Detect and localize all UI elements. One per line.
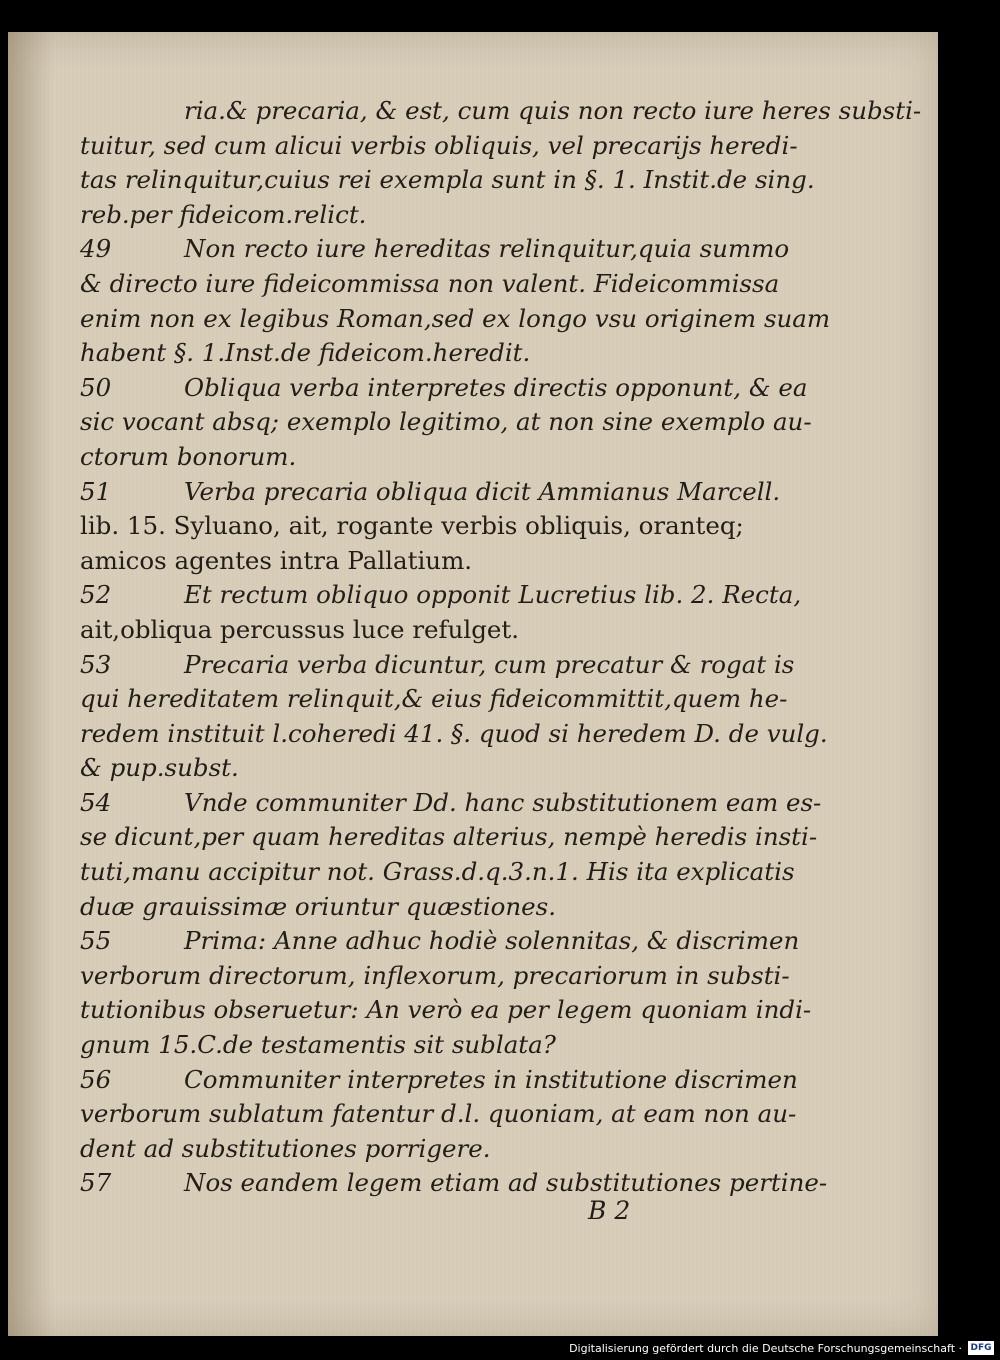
- paragraph-number: 50: [80, 372, 112, 402]
- text-line-9: [80, 371, 808, 406]
- line-text: & directo iure fideicommissa non valent. Fideicommissa: [80, 268, 780, 298]
- page-gutter-shadow: [8, 32, 54, 1336]
- line-text: Nos eandem legem etiam ad substitutiones pertine-: [184, 1168, 828, 1198]
- paragraph-number: 53: [80, 649, 112, 679]
- text-line-20: [80, 751, 740, 786]
- line-text: tutionibus obseruetur: An verò ea per legem quoniam indi-: [80, 995, 812, 1025]
- line-text: se dicunt,per quam hereditas alterius, nempè heredis insti-: [80, 822, 818, 852]
- text-line-14: [80, 544, 740, 579]
- paragraph-number: 51: [80, 476, 112, 506]
- line-text: dent ad substitutiones porrigere.: [80, 1133, 491, 1163]
- text-line-12: [80, 475, 781, 510]
- line-text: Communiter interpretes in institutione discrimen: [184, 1064, 798, 1094]
- line-text: tuti,manu accipitur not. Grass.d.q.3.n.1. His ita explicatis: [80, 857, 795, 887]
- line-text: enim non ex legibus Roman,sed ex longo vsu originem suam: [80, 303, 831, 333]
- line-text: Et rectum obliquo opponit Lucretius lib. 2. Recta,: [184, 580, 802, 610]
- text-line-29: [80, 1063, 798, 1098]
- text-line-23: [80, 855, 795, 890]
- text-line-21: [80, 786, 822, 821]
- text-line-13: [80, 509, 744, 544]
- text-line-15: [80, 578, 802, 613]
- text-line-4: [80, 198, 740, 233]
- line-text: habent §. 1.Inst.de fideicom.heredit.: [80, 338, 531, 368]
- line-text: Vnde communiter Dd. hanc substitutionem eam es-: [184, 787, 822, 817]
- line-text: Obliqua verba interpretes directis opponunt, & ea: [184, 372, 808, 402]
- paragraph-number: 57: [80, 1168, 112, 1198]
- line-text: ctorum bonorum.: [80, 441, 297, 471]
- line-text: tas relinquitur,cuius rei exempla sunt in §. 1. Instit.de sing.: [80, 165, 815, 195]
- line-text: Verba precaria obliqua dicit Ammianus Marcell.: [184, 476, 781, 506]
- text-line-30: [80, 1097, 797, 1132]
- text-line-18: [80, 682, 788, 717]
- text-line-3: [80, 163, 815, 198]
- line-text: redem instituit l.coheredi 41. §. quod si heredem D. de vulg.: [80, 718, 828, 748]
- text-line-11: [80, 440, 740, 475]
- line-text: duæ grauissimæ oriuntur quæstiones.: [80, 891, 557, 921]
- paragraph-number: 52: [80, 580, 112, 610]
- text-line-16: [80, 613, 740, 648]
- line-text: sic vocant absq; exemplo legitimo, at non sine exemplo au-: [80, 407, 812, 437]
- text-line-27: [80, 993, 812, 1028]
- digitization-footer: [569, 1338, 994, 1358]
- text-line-19: [80, 717, 828, 752]
- line-text: ait,obliqua percussus luce refulget.: [80, 614, 520, 644]
- line-text: tuitur, sed cum alicui verbis obliquis, vel precarijs heredi-: [80, 130, 798, 160]
- line-text: & pup.subst.: [80, 753, 239, 783]
- line-text: amicos agentes intra Pallatium.: [80, 545, 473, 575]
- text-line-24: [80, 890, 740, 925]
- paragraph-number: 49: [80, 234, 112, 264]
- book-page: [8, 32, 938, 1336]
- text-line-17: [80, 648, 795, 683]
- line-text: Non recto iure hereditas relinquitur,quia summo: [184, 234, 790, 264]
- text-line-1: [80, 94, 922, 129]
- text-line-32: [80, 1166, 828, 1201]
- line-text: Precaria verba dicuntur, cum precatur & rogat is: [184, 649, 795, 679]
- text-line-8: [80, 336, 740, 371]
- line-text: qui hereditatem relinquit,& eius fideicommittit,quem he-: [80, 684, 788, 714]
- line-text: Prima: Anne adhuc hodiè solennitas, & discrimen: [184, 926, 800, 956]
- funding-notice: Digitalisierung gefördert durch die Deutsche Forschungsgemeinschaft ·: [569, 1341, 962, 1355]
- signature-mark: B 2: [588, 1196, 631, 1225]
- text-line-5: [80, 232, 790, 267]
- text-line-25: [80, 924, 800, 959]
- line-text: verborum directorum, inflexorum, precariorum in substi-: [80, 960, 790, 990]
- line-text: reb.per fideicom.relict.: [80, 199, 367, 229]
- paragraph-number: 56: [80, 1064, 112, 1094]
- line-text: gnum 15.C.de testamentis sit sublata?: [80, 1030, 556, 1060]
- line-text: ria.& precaria, & est, cum quis non recto iure heres substi-: [184, 96, 922, 125]
- text-line-22: [80, 820, 818, 855]
- text-line-7: [80, 302, 831, 337]
- page-text-block: [80, 94, 922, 1201]
- line-text: verborum sublatum fatentur d.l. quoniam, at eam non au-: [80, 1099, 797, 1129]
- text-line-31: [80, 1132, 740, 1167]
- text-line-6: [80, 267, 780, 302]
- text-line-10: [80, 405, 812, 440]
- text-line-28: [80, 1028, 740, 1063]
- line-text: lib. 15. Syluano, ait, rogante verbis obliquis, oranteq;: [80, 511, 744, 541]
- dfg-logo-icon: DFG: [968, 1341, 994, 1355]
- paragraph-number: 54: [80, 787, 112, 817]
- text-line-26: [80, 959, 790, 994]
- text-line-2: [80, 129, 798, 164]
- paragraph-number: 55: [80, 926, 112, 956]
